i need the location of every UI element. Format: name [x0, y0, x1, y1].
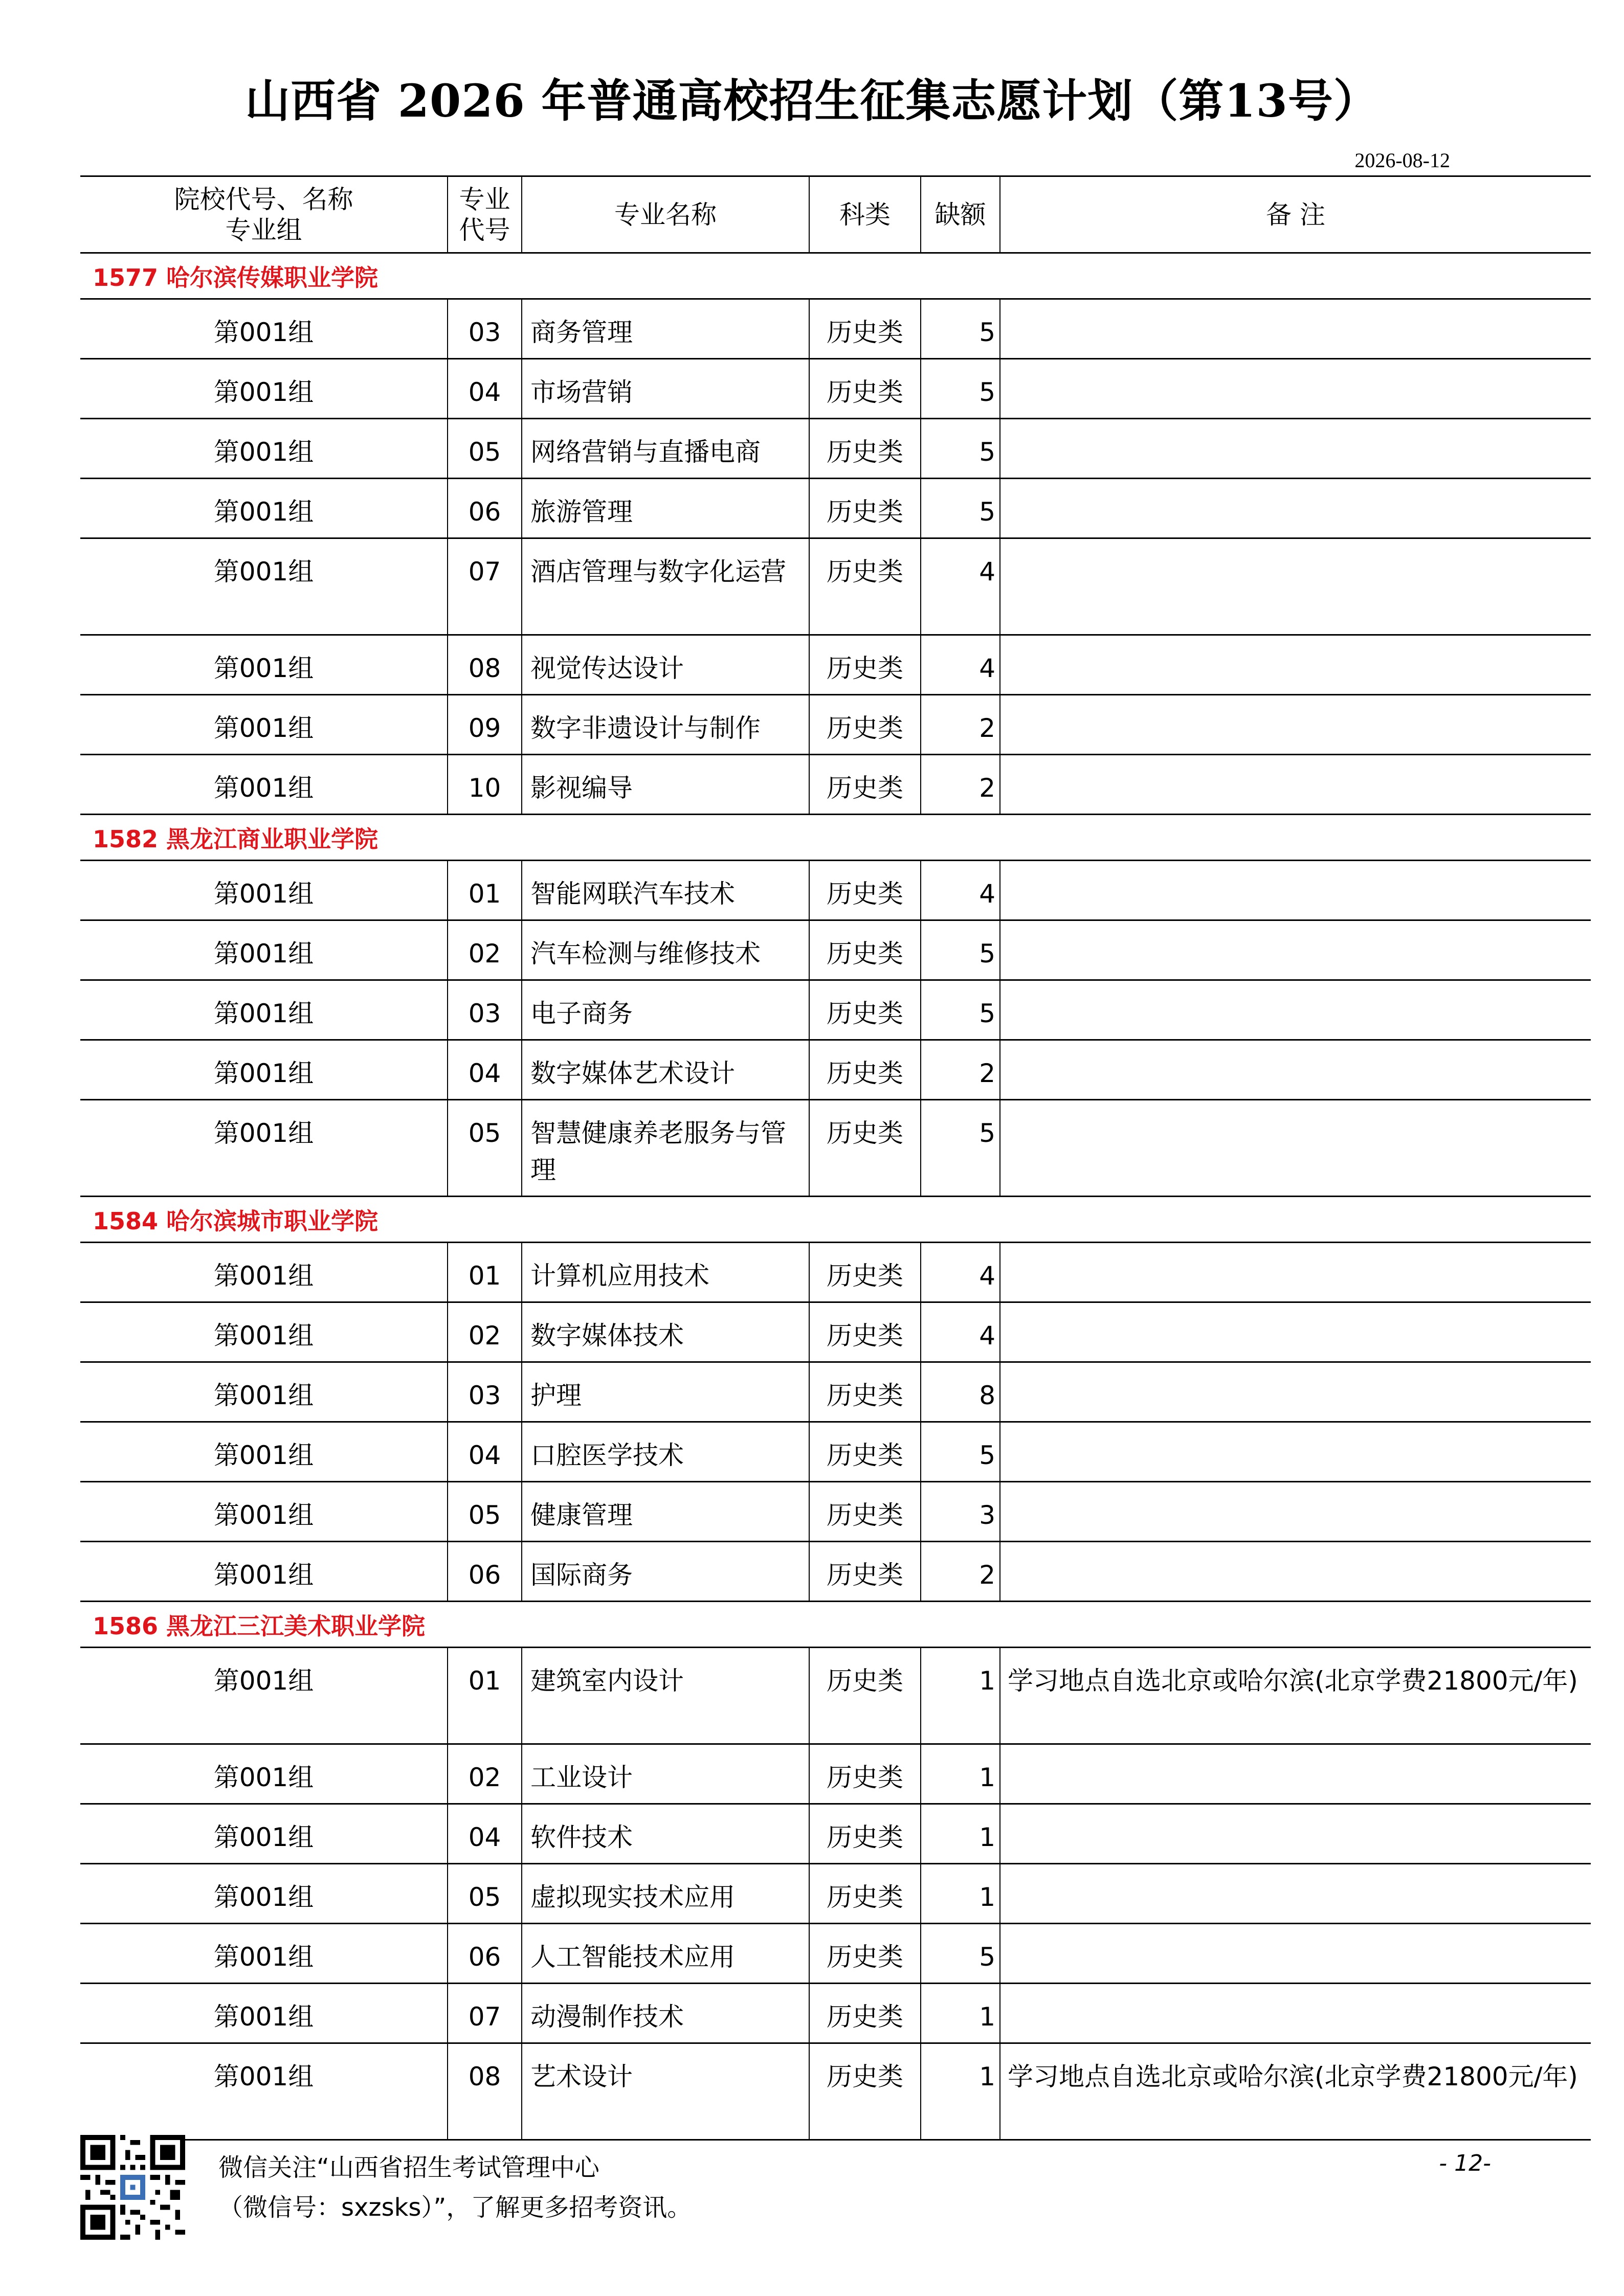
quota-cell: 2: [921, 1542, 1000, 1602]
quota-cell: 4: [921, 635, 1000, 695]
code-cell: 07: [448, 1984, 522, 2043]
quota-cell: 5: [921, 1924, 1000, 1984]
group-cell: 第001组: [80, 2043, 448, 2140]
code-cell: 06: [448, 479, 522, 538]
header-major-name: 专业名称: [522, 176, 809, 253]
group-cell: 第001组: [80, 1243, 448, 1302]
header-note: 备 注: [1000, 176, 1591, 253]
code-cell: 07: [448, 538, 522, 635]
footer-wechat-line2: （微信号：sxzsks）”，了解更多招考资讯。: [218, 2193, 692, 2222]
note-cell: [1000, 1302, 1591, 1362]
table-row: [80, 299, 1591, 359]
header-code-line1: 专业: [459, 184, 510, 214]
quota-cell: 1: [921, 1744, 1000, 1804]
major-name-cell: 旅游管理: [522, 479, 809, 538]
group-cell: 第001组: [80, 1804, 448, 1864]
header-code-line2: 代号: [459, 215, 510, 245]
table-row: [80, 538, 1591, 635]
major-name-cell: 商务管理: [522, 299, 809, 359]
table-row: [80, 1984, 1591, 2043]
page-title: 山西省 2026 年普通高校招生征集志愿计划（第13号）: [245, 74, 1379, 127]
major-name-cell: 汽车检测与维修技术: [522, 920, 809, 980]
table-header-row: [80, 176, 1591, 253]
note-cell: 学习地点自选北京或哈尔滨(北京学费21800元/年): [1000, 1648, 1591, 1744]
code-cell: 08: [448, 2043, 522, 2140]
header-school-group: [80, 176, 448, 253]
major-name-cell: 软件技术: [522, 1804, 809, 1864]
school-label: 1582 黑龙江商业职业学院: [80, 815, 1591, 861]
group-cell: 第001组: [80, 1422, 448, 1482]
code-cell: 06: [448, 1924, 522, 1984]
category-cell: 历史类: [809, 419, 921, 479]
note-cell: [1000, 538, 1591, 635]
header-major-code: [448, 176, 522, 253]
table-row: [80, 359, 1591, 419]
category-cell: 历史类: [809, 755, 921, 815]
group-cell: 第001组: [80, 635, 448, 695]
code-cell: 09: [448, 695, 522, 755]
table-row: [80, 1243, 1591, 1302]
table-row: [80, 861, 1591, 920]
quota-cell: 5: [921, 920, 1000, 980]
major-name-cell: 数字媒体技术: [522, 1302, 809, 1362]
code-cell: 03: [448, 980, 522, 1040]
category-cell: 历史类: [809, 1243, 921, 1302]
note-cell: [1000, 1100, 1591, 1197]
header-category: 科类: [809, 176, 921, 253]
table-row: [80, 980, 1591, 1040]
major-name-cell: 工业设计: [522, 1744, 809, 1804]
major-name-cell: 建筑室内设计: [522, 1648, 809, 1744]
category-cell: 历史类: [809, 635, 921, 695]
publish-date: 2026-08-12: [1354, 149, 1450, 172]
code-cell: 02: [448, 920, 522, 980]
category-cell: 历史类: [809, 1864, 921, 1924]
table-row: [80, 1482, 1591, 1542]
table-row: [80, 1100, 1591, 1197]
note-cell: [1000, 755, 1591, 815]
major-name-cell: 智能网联汽车技术: [522, 861, 809, 920]
code-cell: 03: [448, 1362, 522, 1422]
category-cell: 历史类: [809, 1100, 921, 1197]
quota-cell: 2: [921, 755, 1000, 815]
major-name-cell: 数字媒体艺术设计: [522, 1040, 809, 1100]
quota-cell: 5: [921, 299, 1000, 359]
major-name-cell: 国际商务: [522, 1542, 809, 1602]
category-cell: 历史类: [809, 359, 921, 419]
major-name-cell: 人工智能技术应用: [522, 1924, 809, 1984]
group-cell: 第001组: [80, 920, 448, 980]
category-cell: 历史类: [809, 1648, 921, 1744]
code-cell: 03: [448, 299, 522, 359]
group-cell: 第001组: [80, 1100, 448, 1197]
note-cell: [1000, 635, 1591, 695]
note-cell: [1000, 1243, 1591, 1302]
table-row: [80, 479, 1591, 538]
major-name-cell: 酒店管理与数字化运营: [522, 538, 809, 635]
table-row: [80, 1744, 1591, 1804]
category-cell: 历史类: [809, 479, 921, 538]
quota-cell: 8: [921, 1362, 1000, 1422]
quota-cell: 1: [921, 1648, 1000, 1744]
category-cell: 历史类: [809, 920, 921, 980]
category-cell: 历史类: [809, 1362, 921, 1422]
group-cell: 第001组: [80, 1924, 448, 1984]
code-cell: 05: [448, 1864, 522, 1924]
group-cell: 第001组: [80, 1744, 448, 1804]
table-row: [80, 635, 1591, 695]
quota-cell: 3: [921, 1482, 1000, 1542]
group-cell: 第001组: [80, 1362, 448, 1422]
school-row: [80, 1602, 1591, 1648]
table-row: [80, 1924, 1591, 1984]
table-row: [80, 1362, 1591, 1422]
major-name-cell: 口腔医学技术: [522, 1422, 809, 1482]
quota-cell: 2: [921, 695, 1000, 755]
group-cell: 第001组: [80, 299, 448, 359]
category-cell: 历史类: [809, 695, 921, 755]
note-cell: [1000, 1924, 1591, 1984]
school-row: [80, 1197, 1591, 1243]
major-name-cell: 动漫制作技术: [522, 1984, 809, 2043]
group-cell: 第001组: [80, 755, 448, 815]
quota-cell: 1: [921, 1984, 1000, 2043]
group-cell: 第001组: [80, 861, 448, 920]
major-name-cell: 数字非遗设计与制作: [522, 695, 809, 755]
code-cell: 04: [448, 1804, 522, 1864]
code-cell: 05: [448, 419, 522, 479]
table-row: [80, 2043, 1591, 2140]
code-cell: 04: [448, 1040, 522, 1100]
page-number: - 12-: [1439, 2150, 1491, 2176]
quota-cell: 5: [921, 980, 1000, 1040]
category-cell: 历史类: [809, 299, 921, 359]
note-cell: [1000, 479, 1591, 538]
quota-cell: 4: [921, 538, 1000, 635]
group-cell: 第001组: [80, 479, 448, 538]
major-name-cell: 健康管理: [522, 1482, 809, 1542]
table-row: [80, 1302, 1591, 1362]
note-cell: [1000, 980, 1591, 1040]
category-cell: 历史类: [809, 861, 921, 920]
code-cell: 06: [448, 1542, 522, 1602]
major-name-cell: 网络营销与直播电商: [522, 419, 809, 479]
note-cell: [1000, 1040, 1591, 1100]
note-cell: [1000, 1984, 1591, 2043]
group-cell: 第001组: [80, 359, 448, 419]
category-cell: 历史类: [809, 1542, 921, 1602]
school-row: [80, 815, 1591, 861]
major-name-cell: 虚拟现实技术应用: [522, 1864, 809, 1924]
major-name-cell: 艺术设计: [522, 2043, 809, 2140]
note-cell: [1000, 299, 1591, 359]
table-row: [80, 419, 1591, 479]
group-cell: 第001组: [80, 1984, 448, 2043]
quota-cell: 4: [921, 1302, 1000, 1362]
note-cell: [1000, 1362, 1591, 1422]
table-row: [80, 1648, 1591, 1744]
code-cell: 02: [448, 1302, 522, 1362]
note-cell: [1000, 1864, 1591, 1924]
code-cell: 04: [448, 1422, 522, 1482]
note-cell: [1000, 1422, 1591, 1482]
note-cell: 学习地点自选北京或哈尔滨(北京学费21800元/年): [1000, 2043, 1591, 2140]
note-cell: [1000, 419, 1591, 479]
code-cell: 10: [448, 755, 522, 815]
quota-cell: 4: [921, 1243, 1000, 1302]
major-name-cell: 电子商务: [522, 980, 809, 1040]
note-cell: [1000, 1482, 1591, 1542]
group-cell: 第001组: [80, 1482, 448, 1542]
quota-cell: 5: [921, 479, 1000, 538]
code-cell: 01: [448, 861, 522, 920]
note-cell: [1000, 359, 1591, 419]
group-cell: 第001组: [80, 538, 448, 635]
major-name-cell: 智慧健康养老服务与管理: [522, 1100, 809, 1197]
table-row: [80, 755, 1591, 815]
enrollment-plan-table: [80, 175, 1591, 2141]
code-cell: 05: [448, 1100, 522, 1197]
code-cell: 04: [448, 359, 522, 419]
note-cell: [1000, 861, 1591, 920]
quota-cell: 2: [921, 1040, 1000, 1100]
table-row: [80, 1040, 1591, 1100]
table-row: [80, 1864, 1591, 1924]
major-name-cell: 计算机应用技术: [522, 1243, 809, 1302]
qr-code-icon: [80, 2135, 185, 2240]
quota-cell: 1: [921, 2043, 1000, 2140]
note-cell: [1000, 1804, 1591, 1864]
category-cell: 历史类: [809, 1924, 921, 1984]
category-cell: 历史类: [809, 1422, 921, 1482]
category-cell: 历史类: [809, 1040, 921, 1100]
note-cell: [1000, 920, 1591, 980]
header-group-label: 专业组: [225, 215, 302, 245]
code-cell: 08: [448, 635, 522, 695]
footer-wechat-line1: 微信关注“山西省招生考试管理中心: [218, 2153, 599, 2182]
category-cell: 历史类: [809, 538, 921, 635]
category-cell: 历史类: [809, 1804, 921, 1864]
note-cell: [1000, 1542, 1591, 1602]
school-row: [80, 253, 1591, 299]
category-cell: 历史类: [809, 1482, 921, 1542]
school-label: 1586 黑龙江三江美术职业学院: [80, 1602, 1591, 1648]
group-cell: 第001组: [80, 1040, 448, 1100]
major-name-cell: 护理: [522, 1362, 809, 1422]
category-cell: 历史类: [809, 1984, 921, 2043]
group-cell: 第001组: [80, 1542, 448, 1602]
group-cell: 第001组: [80, 419, 448, 479]
note-cell: [1000, 1744, 1591, 1804]
header-quota: 缺额: [921, 176, 1000, 253]
table-row: [80, 695, 1591, 755]
category-cell: 历史类: [809, 980, 921, 1040]
major-name-cell: 影视编导: [522, 755, 809, 815]
category-cell: 历史类: [809, 1744, 921, 1804]
code-cell: 05: [448, 1482, 522, 1542]
school-label: 1577 哈尔滨传媒职业学院: [80, 253, 1591, 299]
quota-cell: 1: [921, 1804, 1000, 1864]
code-cell: 01: [448, 1648, 522, 1744]
group-cell: 第001组: [80, 1648, 448, 1744]
quota-cell: 5: [921, 1100, 1000, 1197]
note-cell: [1000, 695, 1591, 755]
category-cell: 历史类: [809, 2043, 921, 2140]
table-row: [80, 1422, 1591, 1482]
code-cell: 01: [448, 1243, 522, 1302]
table-row: [80, 920, 1591, 980]
quota-cell: 5: [921, 359, 1000, 419]
group-cell: 第001组: [80, 980, 448, 1040]
major-name-cell: 市场营销: [522, 359, 809, 419]
school-label: 1584 哈尔滨城市职业学院: [80, 1197, 1591, 1243]
table-row: [80, 1804, 1591, 1864]
group-cell: 第001组: [80, 1864, 448, 1924]
group-cell: 第001组: [80, 1302, 448, 1362]
code-cell: 02: [448, 1744, 522, 1804]
quota-cell: 4: [921, 861, 1000, 920]
major-name-cell: 视觉传达设计: [522, 635, 809, 695]
quota-cell: 5: [921, 419, 1000, 479]
quota-cell: 5: [921, 1422, 1000, 1482]
group-cell: 第001组: [80, 695, 448, 755]
category-cell: 历史类: [809, 1302, 921, 1362]
header-school-label: 院校代号、名称: [174, 184, 353, 214]
table-row: [80, 1542, 1591, 1602]
quota-cell: 1: [921, 1864, 1000, 1924]
